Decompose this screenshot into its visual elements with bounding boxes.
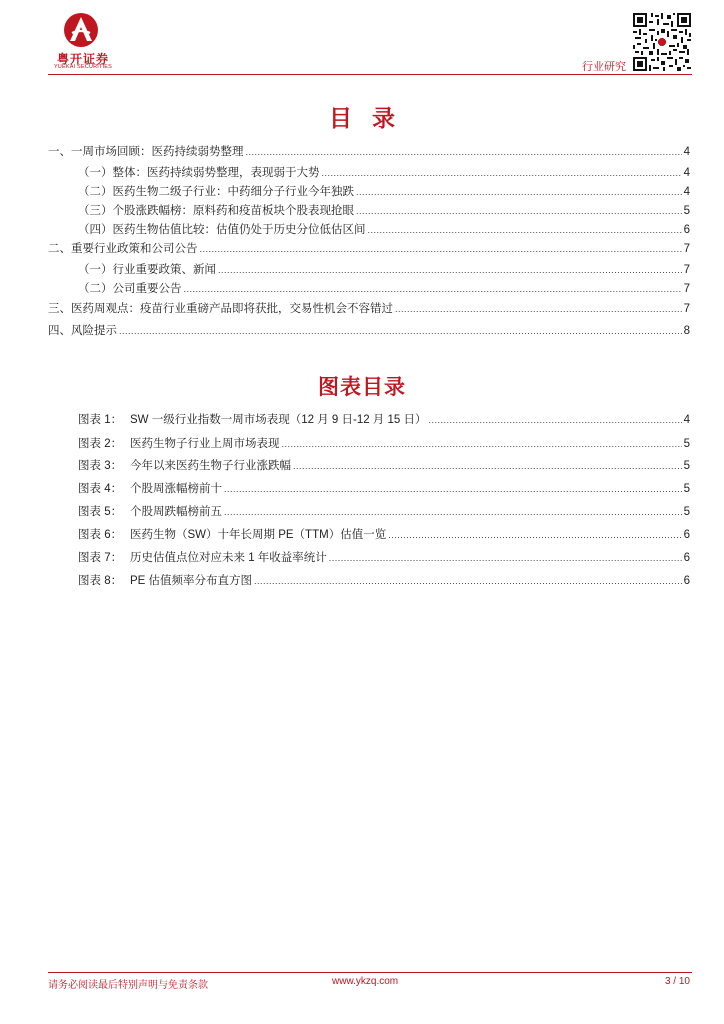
toc-leader-dots [119, 323, 682, 339]
figure-entry[interactable] [78, 504, 690, 520]
toc-entry-text: （二）公司重要公告 [78, 283, 182, 295]
toc-leader-dots [218, 262, 682, 278]
toc-leader-dots [322, 165, 682, 181]
toc-leader-dots [200, 241, 682, 257]
toc-entry-text: （三）个股涨跌幅榜：原料药和疫苗板块个股表现抢眼 [78, 205, 354, 217]
toc-title: 目录 [329, 105, 415, 131]
toc-leader-dots [282, 436, 682, 452]
figure-entry-page: 6 [683, 552, 690, 564]
logo-chinese-name: 粤开证券 [56, 52, 109, 66]
figure-entry-label: 图表 5： [78, 506, 123, 518]
figure-entry-label: 图表 2： [78, 438, 123, 450]
toc-entry-page: 4 [683, 186, 690, 198]
figure-entry-page: 5 [683, 483, 690, 495]
figure-entry-page: 5 [683, 506, 690, 518]
toc-entry-page: 6 [683, 224, 690, 236]
toc-entry[interactable] [48, 323, 690, 339]
toc-leader-dots [429, 412, 682, 428]
figure-entry-label: 图表 7： [78, 552, 123, 564]
figure-entry[interactable] [78, 481, 690, 497]
figure-entry-text: 医药生物子行业上周市场表现 [130, 438, 280, 450]
toc-entry-page: 5 [683, 205, 690, 217]
toc-entry[interactable] [48, 301, 690, 317]
toc-entry[interactable] [78, 262, 690, 278]
toc-leader-dots [224, 504, 682, 520]
figure-entry-page: 5 [683, 460, 690, 472]
figure-entry[interactable] [78, 527, 690, 543]
toc-entry-text: 二、重要行业政策和公司公告 [48, 243, 198, 255]
toc-leader-dots [293, 458, 682, 474]
logo-english-name: YUEKAI SECURITIES [53, 64, 113, 70]
toc-entry-text: （二）医药生物二级子行业：中药细分子行业今年独跌 [78, 186, 354, 198]
toc-entry-text: （一）行业重要政策、新闻 [78, 264, 216, 276]
footer-disclaimer: 请务必阅读最后特别声明与免责条款 [48, 980, 208, 991]
figure-entry-label: 图表 6： [78, 529, 123, 541]
figure-entry-text: PE 估值频率分布直方图 [130, 575, 253, 587]
toc-leader-dots [329, 550, 682, 566]
page-header [0, 0, 724, 80]
toc-leader-dots [246, 144, 682, 160]
figure-entry-text: 个股周跌幅榜前五 [130, 506, 222, 518]
figure-entry[interactable] [78, 550, 690, 566]
toc-leader-dots [224, 481, 682, 497]
toc-entry[interactable] [48, 144, 690, 160]
figure-entry-label: 图表 8： [78, 575, 123, 587]
figure-entry-text: 医药生物（SW）十年长周期 PE（TTM）估值一览 [130, 529, 387, 541]
toc-leader-dots [184, 281, 682, 297]
toc-entry-page: 7 [683, 243, 690, 255]
figure-entry-page: 4 [683, 414, 690, 426]
company-logo [48, 12, 118, 68]
figure-entry[interactable] [78, 436, 690, 452]
toc-entry-page: 4 [683, 167, 690, 179]
toc-entry-text: 四、风险提示 [48, 325, 117, 337]
toc-entry[interactable] [78, 203, 690, 219]
toc-leader-dots [356, 184, 682, 200]
toc-entry-page: 7 [683, 264, 690, 276]
figure-entry[interactable] [78, 573, 690, 589]
toc-entry-page: 8 [683, 325, 690, 337]
toc-leader-dots [356, 203, 682, 219]
figures-title: 图表目录 [318, 376, 406, 399]
figure-entry-page: 6 [683, 575, 690, 587]
toc-entry-text: （一）整体：医药持续弱势整理，表现弱于大势 [78, 167, 320, 179]
figure-entry-label: 图表 3： [78, 460, 123, 472]
qr-code-icon [633, 13, 691, 71]
toc-leader-dots [388, 527, 681, 543]
figure-entry-text: 个股周涨幅榜前十 [130, 483, 222, 495]
figure-entry-page: 6 [683, 529, 690, 541]
toc-leader-dots [395, 301, 682, 317]
figure-entry-text: SW 一级行业指数一周市场表现（12 月 9 日-12 月 15 日） [130, 414, 427, 426]
figure-entry-page: 5 [683, 438, 690, 450]
figure-entry-label: 图表 1： [78, 414, 123, 426]
toc-entry-text: （四）医药生物估值比较：估值仍处于历史分位低估区间 [78, 224, 366, 236]
toc-leader-dots [368, 222, 682, 238]
header-divider [48, 74, 692, 75]
figure-entry-text: 历史估值点位对应未来 1 年收益率统计 [130, 552, 327, 564]
toc-entry-page: 7 [683, 303, 690, 315]
toc-leader-dots [254, 573, 682, 589]
footer-page-number: 3 / 10 [664, 976, 690, 987]
toc-entry-page: 7 [683, 283, 690, 295]
toc-entry[interactable] [78, 184, 690, 200]
footer-website-link[interactable]: www.ykzq.com [332, 976, 399, 987]
toc-entry[interactable] [78, 281, 690, 297]
footer-divider [48, 972, 692, 973]
toc-entry[interactable] [78, 222, 690, 238]
section-label: 行业研究 [582, 61, 626, 73]
toc-entry-text: 三、医药周观点：疫苗行业重磅产品即将获批，交易性机会不容错过 [48, 303, 393, 315]
figure-entry[interactable] [78, 412, 690, 428]
toc-entry-text: 一、一周市场回顾：医药持续弱势整理 [48, 146, 244, 158]
figure-entry-text: 今年以来医药生物子行业涨跌幅 [130, 460, 291, 472]
toc-entry[interactable] [48, 241, 690, 257]
figure-entry[interactable] [78, 458, 690, 474]
figure-entry-label: 图表 4： [78, 483, 123, 495]
toc-entry-page: 4 [683, 146, 690, 158]
toc-entry[interactable] [78, 165, 690, 181]
logo-emblem-icon [63, 12, 99, 48]
